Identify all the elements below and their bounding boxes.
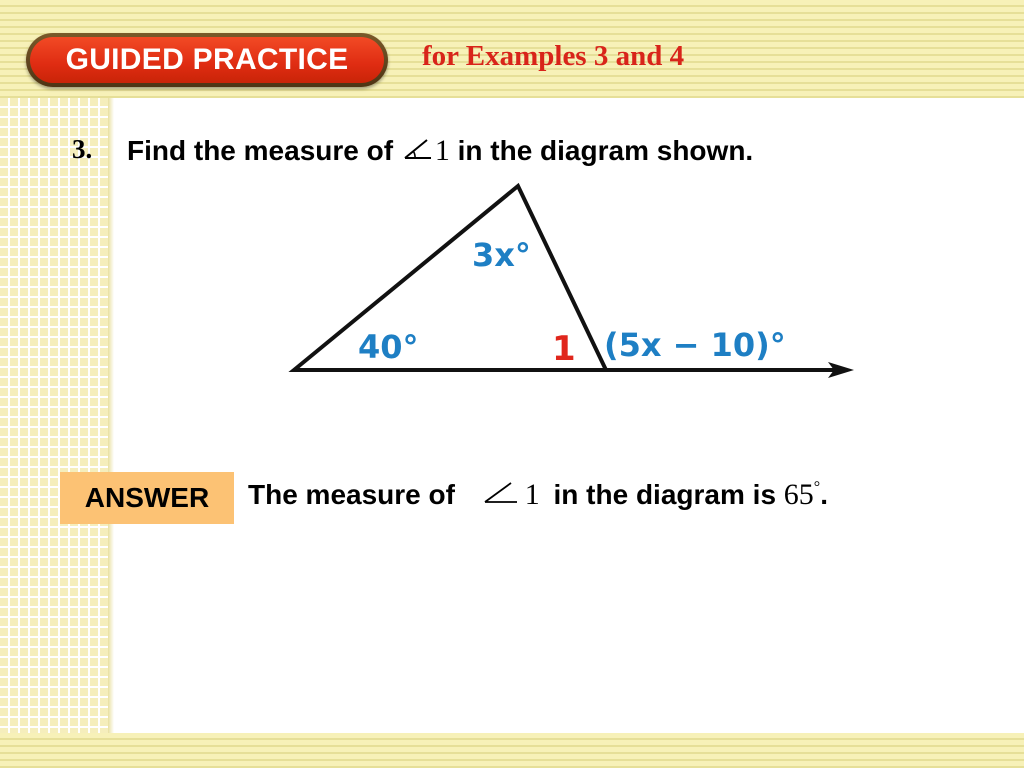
question-text-before: Find the measure of bbox=[127, 135, 394, 166]
question-number: 3. bbox=[72, 134, 93, 164]
answer-angle-number: 1 bbox=[524, 478, 540, 511]
question-text bbox=[127, 134, 753, 168]
angle-1-label: 1 bbox=[552, 329, 576, 369]
answer-period: . bbox=[820, 479, 828, 510]
answer-degree-symbol: ° bbox=[813, 479, 821, 496]
answer-label-box: ANSWER bbox=[60, 472, 234, 524]
left-grid-strip bbox=[0, 98, 112, 733]
left-angle-label: 40° bbox=[358, 328, 419, 366]
guided-practice-badge bbox=[26, 33, 388, 87]
top-angle-label: 3x° bbox=[472, 236, 531, 274]
triangle-diagram bbox=[280, 178, 860, 388]
answer-text-middle: in the diagram is bbox=[553, 479, 777, 510]
angle-symbol-icon bbox=[401, 138, 435, 160]
answer-angle-symbol-icon bbox=[481, 480, 521, 504]
footer-band bbox=[0, 733, 1024, 768]
question-text-after: in the diagram shown. bbox=[457, 135, 754, 166]
answer-value: 65 bbox=[783, 478, 814, 511]
question-angle-number: 1 bbox=[434, 134, 450, 167]
badge-label: GUIDED PRACTICE bbox=[30, 37, 384, 83]
answer-text-before: The measure of bbox=[248, 479, 455, 510]
slide-subtitle: for Examples 3 and 4 bbox=[422, 40, 685, 72]
exterior-angle-label: (5x − 10)° bbox=[604, 326, 786, 364]
answer-text bbox=[248, 478, 828, 512]
